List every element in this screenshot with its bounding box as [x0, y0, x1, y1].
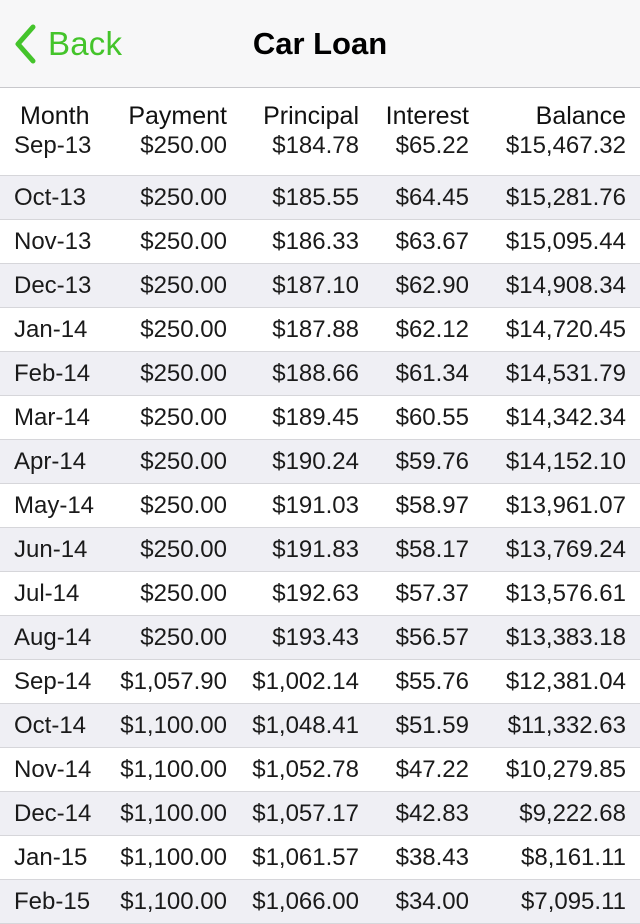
table-row [0, 792, 640, 836]
table-body [0, 132, 640, 924]
cell-balance: $8,161.11 [521, 844, 626, 871]
cell-balance: $12,381.04 [505, 668, 626, 695]
table-row [0, 352, 640, 396]
cell-balance: $14,908.34 [505, 272, 626, 299]
cell-interest: $65.22 [395, 132, 469, 159]
cell-principal: $190.24 [272, 448, 359, 475]
cell-interest: $62.90 [395, 272, 469, 299]
cell-interest: $61.34 [395, 360, 469, 387]
table-row [0, 440, 640, 484]
cell-month: Nov-13 [14, 228, 92, 255]
amortization-table [0, 88, 640, 924]
table-row [0, 264, 640, 308]
cell-interest: $55.76 [395, 668, 469, 695]
cell-payment: $250.00 [140, 184, 227, 211]
cell-balance: $14,720.45 [505, 316, 626, 343]
cell-month: May-14 [14, 492, 95, 519]
cell-payment: $250.00 [140, 580, 227, 607]
table-row [0, 880, 640, 924]
cell-month: Aug-14 [14, 624, 92, 651]
cell-principal: $1,066.00 [252, 888, 359, 915]
table-row [0, 528, 640, 572]
cell-principal: $188.66 [272, 360, 359, 387]
table-row [0, 704, 640, 748]
cell-balance: $15,467.32 [505, 132, 626, 159]
cell-principal: $1,052.78 [252, 756, 359, 783]
cell-principal: $192.63 [272, 580, 359, 607]
cell-interest: $34.00 [395, 888, 469, 915]
cell-month: Feb-14 [14, 360, 91, 387]
cell-month: Sep-13 [14, 132, 92, 159]
cell-month: Feb-15 [14, 888, 91, 915]
table-row [0, 616, 640, 660]
column-header-principal: Principal [263, 102, 359, 130]
cell-principal: $189.45 [272, 404, 359, 431]
cell-principal: $191.03 [272, 492, 359, 519]
table-row [0, 308, 640, 352]
cell-payment: $1,100.00 [120, 844, 227, 871]
cell-principal: $1,057.17 [252, 800, 359, 827]
cell-month: Oct-14 [14, 712, 87, 739]
cell-interest: $57.37 [395, 580, 469, 607]
back-label: Back [48, 25, 123, 62]
cell-balance: $10,279.85 [505, 756, 626, 783]
cell-payment: $1,057.90 [120, 668, 227, 695]
cell-month: Jul-14 [14, 580, 80, 607]
page-title: Car Loan [252, 26, 388, 61]
cell-principal: $1,061.57 [252, 844, 359, 871]
table-row [0, 220, 640, 264]
cell-payment: $250.00 [140, 536, 227, 563]
cell-month: Jan-15 [14, 844, 88, 871]
cell-payment: $1,100.00 [120, 888, 227, 915]
cell-interest: $59.76 [395, 448, 469, 475]
cell-month: Oct-13 [14, 184, 87, 211]
cell-principal: $185.55 [272, 184, 359, 211]
cell-payment: $250.00 [140, 132, 227, 159]
table-row [0, 660, 640, 704]
table-row [0, 572, 640, 616]
table-header [0, 88, 640, 132]
cell-month: Apr-14 [14, 448, 87, 475]
cell-payment: $250.00 [140, 272, 227, 299]
cell-month: Dec-14 [14, 800, 92, 827]
cell-payment: $250.00 [140, 316, 227, 343]
cell-payment: $1,100.00 [120, 756, 227, 783]
table-row [0, 396, 640, 440]
cell-balance: $14,531.79 [505, 360, 626, 387]
cell-payment: $1,100.00 [120, 800, 227, 827]
cell-month: Nov-14 [14, 756, 92, 783]
cell-month: Sep-14 [14, 668, 92, 695]
table-row [0, 748, 640, 792]
cell-payment: $250.00 [140, 492, 227, 519]
cell-interest: $58.17 [395, 536, 469, 563]
cell-principal: $187.10 [272, 272, 359, 299]
cell-month: Dec-13 [14, 272, 92, 299]
cell-month: Jan-14 [14, 316, 88, 343]
cell-principal: $1,048.41 [252, 712, 359, 739]
cell-principal: $1,002.14 [252, 668, 359, 695]
cell-balance: $13,961.07 [505, 492, 626, 519]
cell-payment: $250.00 [140, 228, 227, 255]
column-header-month: Month [20, 102, 90, 130]
cell-balance: $13,383.18 [505, 624, 626, 651]
cell-month: Jun-14 [14, 536, 88, 563]
cell-interest: $51.59 [395, 712, 469, 739]
cell-principal: $193.43 [272, 624, 359, 651]
table-row [0, 836, 640, 880]
cell-principal: $184.78 [272, 132, 359, 159]
column-header-payment: Payment [128, 102, 227, 130]
cell-balance: $7,095.11 [521, 888, 626, 915]
cell-payment: $250.00 [140, 404, 227, 431]
cell-interest: $38.43 [395, 844, 469, 871]
cell-balance: $15,095.44 [505, 228, 626, 255]
cell-balance: $13,576.61 [505, 580, 626, 607]
navigation-bar [0, 0, 640, 88]
cell-interest: $56.57 [395, 624, 469, 651]
table-row [0, 176, 640, 220]
cell-interest: $64.45 [395, 184, 469, 211]
cell-balance: $13,769.24 [505, 536, 626, 563]
cell-payment: $250.00 [140, 448, 227, 475]
cell-interest: $42.83 [395, 800, 469, 827]
cell-payment: $250.00 [140, 624, 227, 651]
cell-principal: $186.33 [272, 228, 359, 255]
cell-payment: $1,100.00 [120, 712, 227, 739]
cell-payment: $250.00 [140, 360, 227, 387]
cell-interest: $63.67 [395, 228, 469, 255]
column-header-interest: Interest [385, 102, 469, 130]
column-header-balance: Balance [535, 102, 626, 130]
cell-balance: $9,222.68 [519, 800, 626, 827]
cell-month: Mar-14 [14, 404, 91, 431]
cell-principal: $191.83 [272, 536, 359, 563]
cell-balance: $11,332.63 [507, 712, 626, 739]
cell-principal: $187.88 [272, 316, 359, 343]
cell-interest: $47.22 [395, 756, 469, 783]
table-row [0, 132, 640, 176]
cell-interest: $58.97 [395, 492, 469, 519]
cell-interest: $62.12 [395, 316, 469, 343]
cell-balance: $14,152.10 [505, 448, 626, 475]
cell-balance: $14,342.34 [505, 404, 626, 431]
table-row [0, 484, 640, 528]
cell-interest: $60.55 [395, 404, 469, 431]
cell-balance: $15,281.76 [505, 184, 626, 211]
